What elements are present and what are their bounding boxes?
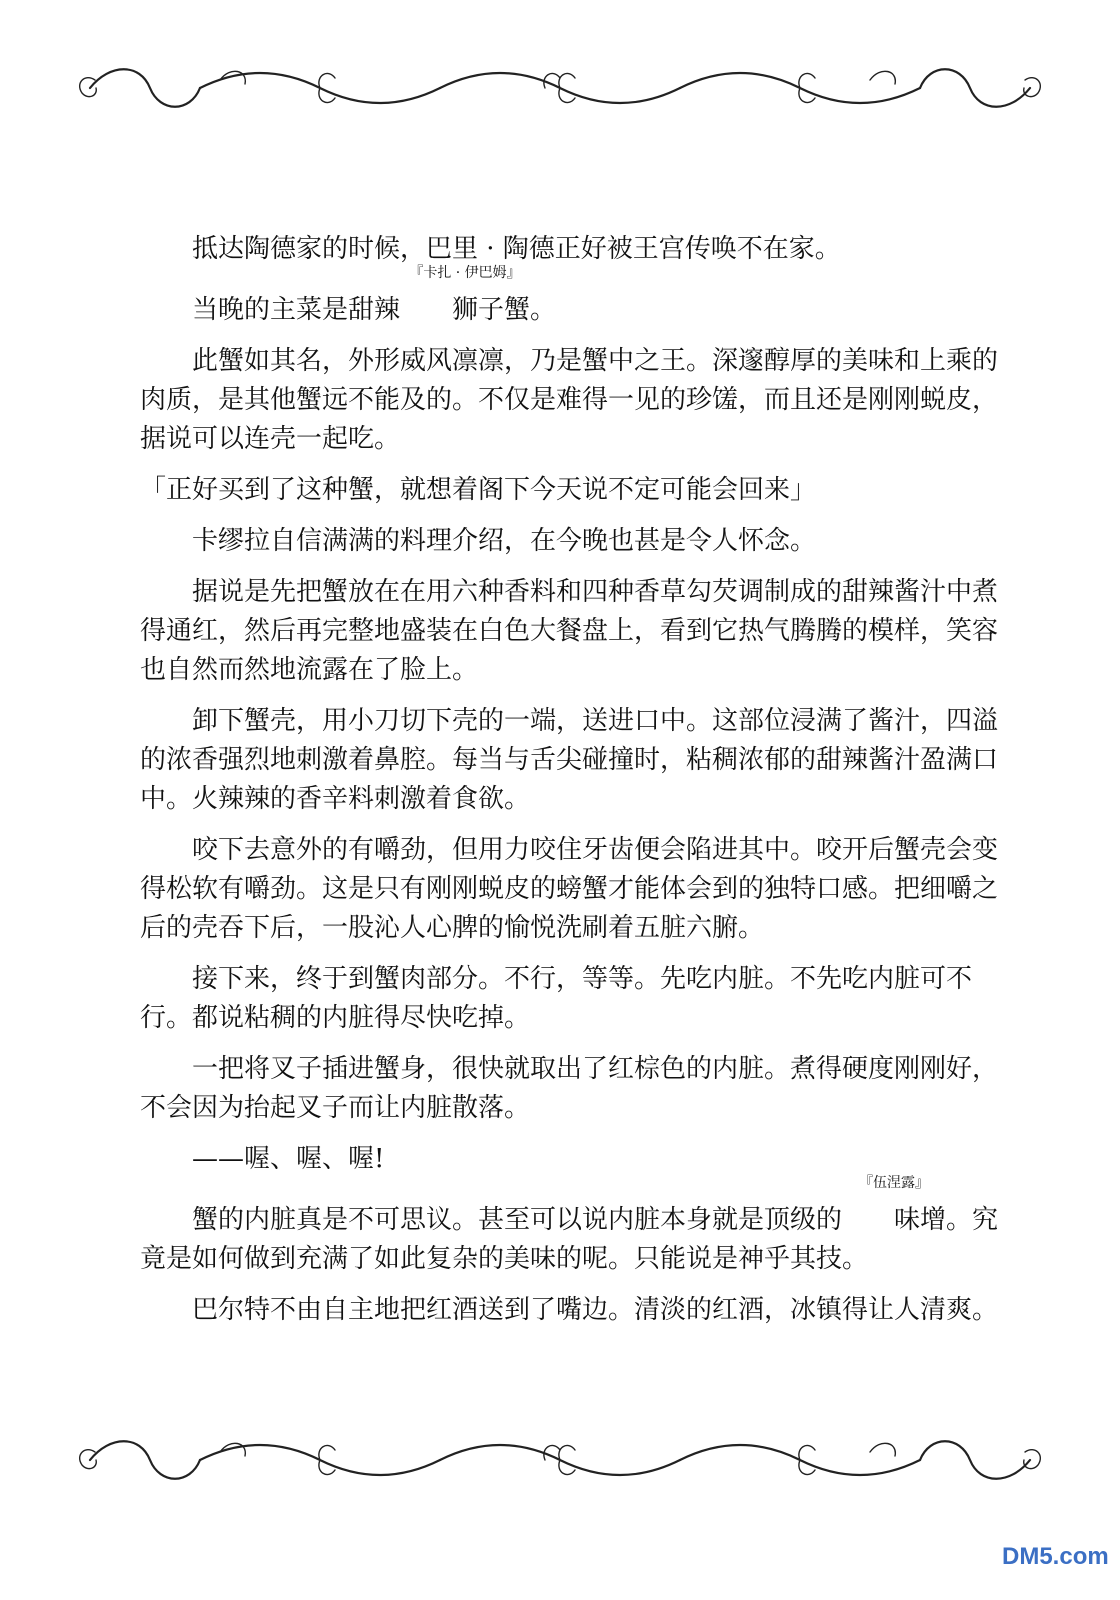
lion-crab-base: 狮子蟹 [452, 295, 531, 325]
lion-crab-reading: 『卡扎 · 伊巴姆』 [409, 265, 521, 281]
paragraph-wine: 巴尔特不由自主地把红酒送到了嘴边。清淡的红酒，冰镇得让人清爽。 [192, 1295, 999, 1325]
miso-text-after: 。究竟是如何做到充满了如此复杂的美味的呢。只能说是神乎其技。 [140, 1205, 999, 1274]
paragraph-exclamation: ——喔、喔、喔! [192, 1144, 385, 1174]
paragraph-cooking: 据说是先把蟹放在在用六种香料和四种香草勾芡调制成的甜辣酱汁中煮得通红，然后再完整地盛装在白色大餐盘上，看到它热气腾腾的模样，笑容也自然而然地流露在了脸上。 [140, 577, 999, 685]
paragraph-nostalgia: 卡缪拉自信满满的料理介绍，在今晚也甚是令人怀念。 [192, 526, 817, 556]
miso-text-before: 蟹的内脏真是不可思议。甚至可以说内脏本身就是顶级的 [192, 1205, 843, 1235]
paragraph-main-dish [140, 265, 1000, 330]
top-ornament-border [70, 58, 1050, 118]
paragraph-crab-description: 此蟹如其名，外形威风凛凛，乃是蟹中之王。深邃醇厚的美味和上乘的肉质，是其他蟹远不能及的。不仅是难得一见的珍馐，而且还是刚刚蜕皮，据说可以连壳一起吃。 [140, 346, 999, 454]
novel-page-text [140, 230, 1000, 1342]
bottom-ornament-border [70, 1430, 1050, 1490]
paragraph-innards-first: 接下来，终于到蟹肉部分。不行，等等。先吃内脏。不先吃内脏可不行。都说粘稠的内脏得尽快吃掉。 [140, 964, 973, 1033]
paragraph-quote-camyla: 「正好买到了这种蟹，就想着阁下今天说不定可能会回来」 [140, 475, 817, 505]
miso-base: 味增 [894, 1205, 947, 1235]
paragraph-fork: 一把将叉子插进蟹身，很快就取出了红棕色的内脏。煮得硬度刚刚好，不会因为抬起叉子而让内脏散落。 [140, 1054, 999, 1123]
lion-crab-ruby [400, 265, 531, 330]
miso-ruby [842, 1175, 947, 1240]
paragraph-arrival: 抵达陶德家的时候，巴里 · 陶德正好被王宫传唤不在家。 [192, 234, 841, 264]
dm5-watermark-logo [1000, 1538, 1112, 1572]
main-dish-text-after: 。 [530, 295, 557, 325]
paragraph-shell: 卸下蟹壳，用小刀切下壳的一端，送进口中。这部位浸满了酱汁，四溢的浓香强烈地刺激着鼻腔。每当与舌尖碰撞时，粘稠浓郁的甜辣酱汁盈满口中。火辣辣的香辛料刺激着食欲。 [140, 706, 999, 814]
main-dish-text-before: 当晚的主菜是甜辣 [192, 295, 401, 325]
paragraph-texture: 咬下去意外的有嚼劲，但用力咬住牙齿便会陷进其中。咬开后蟹壳会变得松软有嚼劲。这是只有刚刚蜕皮的螃蟹才能体会到的独特口感。把细嚼之后的壳吞下后，一股沁人心脾的愉悦洗刷着五脏六腑。 [140, 835, 999, 943]
paragraph-miso [140, 1175, 1000, 1279]
miso-reading: 『伍涅露』 [859, 1175, 930, 1191]
svg-text:DM5.com: DM5.com [1002, 1543, 1109, 1570]
